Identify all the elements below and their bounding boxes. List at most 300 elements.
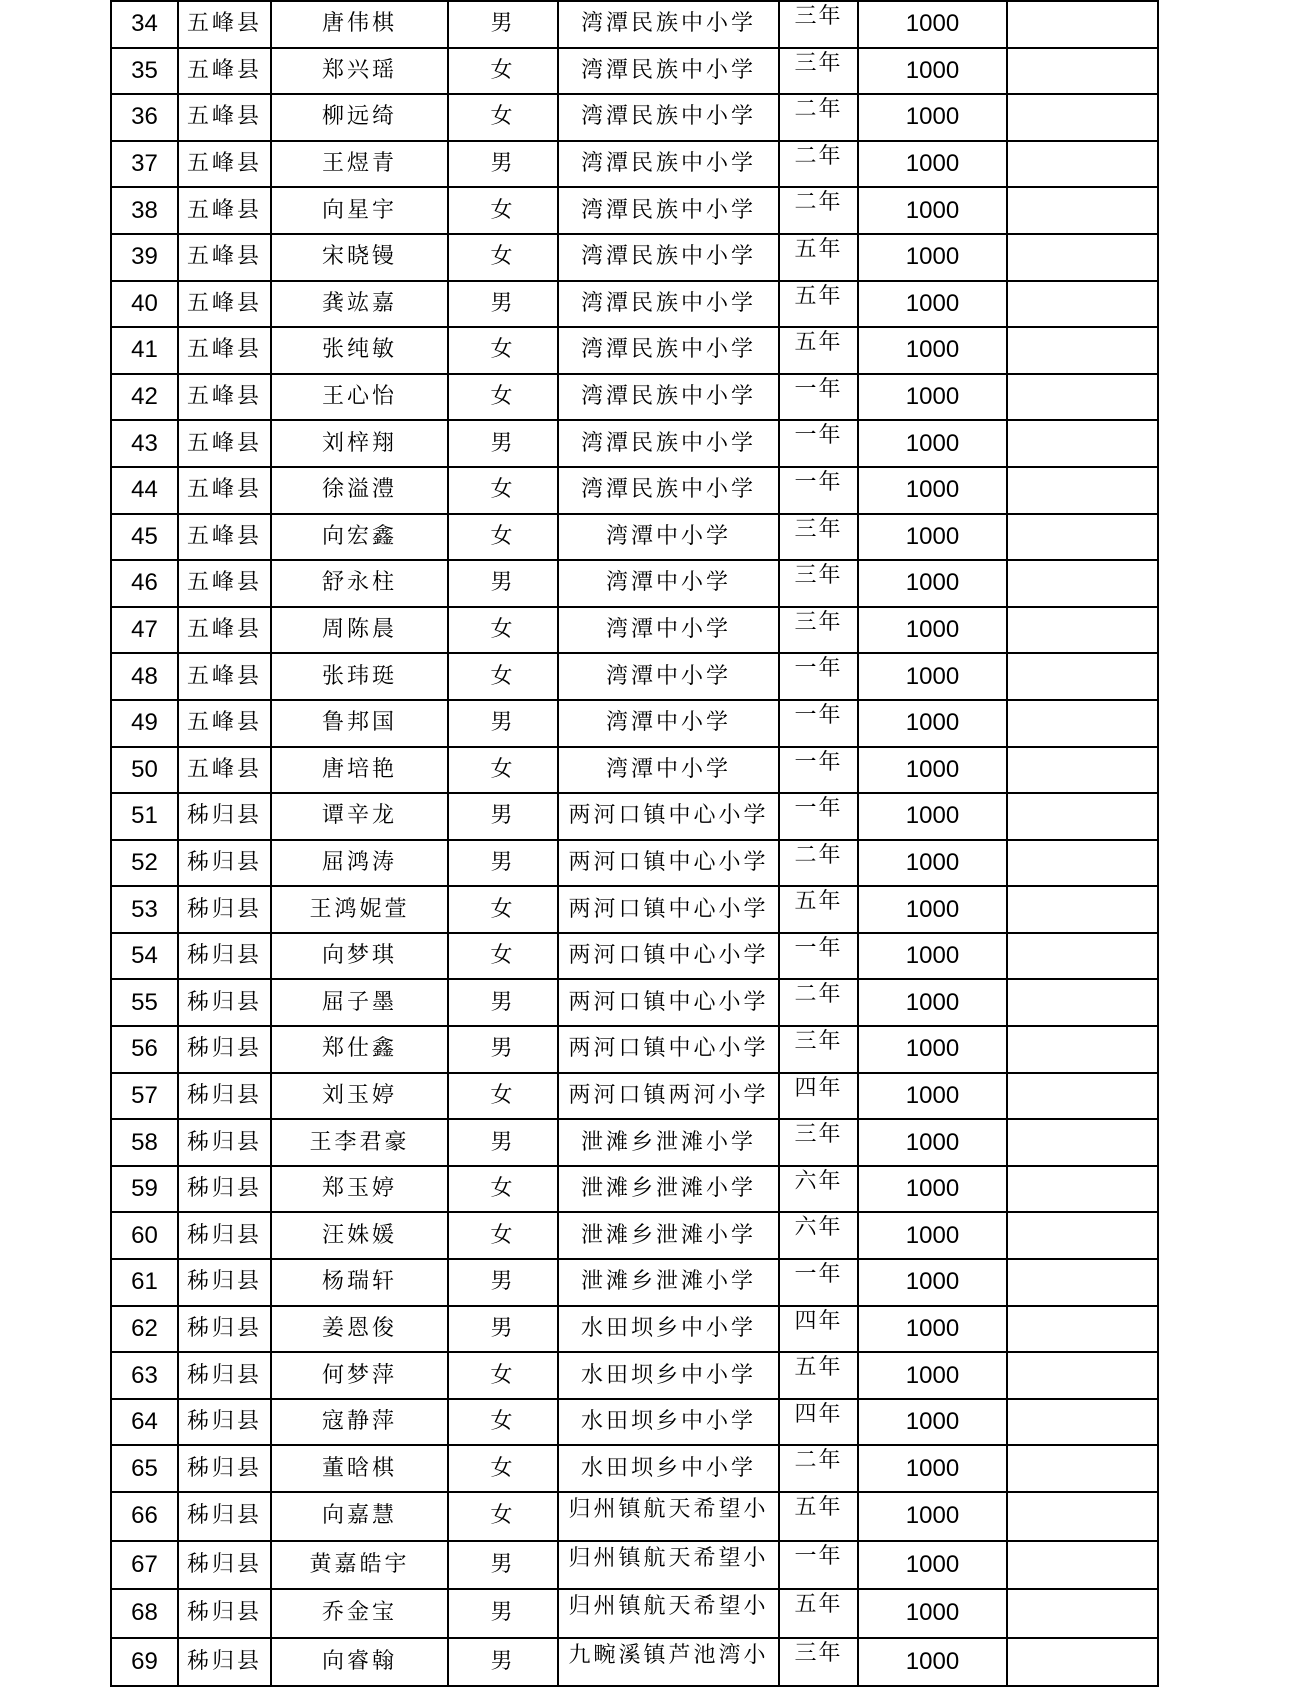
gender-cell: 女	[448, 1166, 558, 1213]
county-cell: 秭归县	[178, 1166, 271, 1213]
table-row	[111, 607, 1158, 654]
grade-cell: 一年	[779, 933, 858, 980]
student-name-cell: 向星宇	[271, 187, 448, 234]
gender-cell: 男	[448, 141, 558, 188]
note-cell	[1007, 327, 1158, 374]
amount-cell: 1000	[858, 514, 1007, 561]
gender-cell: 女	[448, 1352, 558, 1399]
table-row	[111, 514, 1158, 561]
grade-cell: 一年	[779, 420, 858, 467]
row-number-cell: 45	[111, 514, 178, 561]
table-row	[111, 48, 1158, 95]
county-cell: 五峰县	[178, 187, 271, 234]
gender-cell: 女	[448, 234, 558, 281]
county-cell: 五峰县	[178, 141, 271, 188]
amount-cell: 1000	[858, 560, 1007, 607]
county-cell: 秭归县	[178, 1589, 271, 1638]
row-number-cell: 35	[111, 48, 178, 95]
county-cell: 五峰县	[178, 653, 271, 700]
student-name-cell: 王煜青	[271, 141, 448, 188]
gender-cell: 男	[448, 793, 558, 840]
note-cell	[1007, 281, 1158, 328]
table-row	[111, 840, 1158, 887]
table-row	[111, 141, 1158, 188]
note-cell	[1007, 1352, 1158, 1399]
county-cell: 五峰县	[178, 281, 271, 328]
grade-cell: 四年	[779, 1399, 858, 1446]
amount-cell: 1000	[858, 793, 1007, 840]
amount-cell: 1000	[858, 1306, 1007, 1353]
grade-cell: 三年	[779, 1119, 858, 1166]
grade-cell: 三年	[779, 1026, 858, 1073]
grade-cell: 一年	[779, 700, 858, 747]
grade-cell: 五年	[779, 234, 858, 281]
amount-cell: 1000	[858, 653, 1007, 700]
county-cell: 秭归县	[178, 1119, 271, 1166]
gender-cell: 女	[448, 747, 558, 794]
table-row	[111, 1119, 1158, 1166]
note-cell	[1007, 607, 1158, 654]
note-cell	[1007, 234, 1158, 281]
amount-cell: 1000	[858, 933, 1007, 980]
note-cell	[1007, 793, 1158, 840]
student-name-cell: 谭辛龙	[271, 793, 448, 840]
school-cell: 湾潭民族中小学	[558, 281, 779, 328]
gender-cell: 女	[448, 653, 558, 700]
note-cell	[1007, 467, 1158, 514]
gender-cell: 女	[448, 1399, 558, 1446]
gender-cell: 女	[448, 886, 558, 933]
table-row	[111, 1259, 1158, 1306]
county-cell: 五峰县	[178, 48, 271, 95]
county-cell: 五峰县	[178, 700, 271, 747]
school-cell: 湾潭民族中小学	[558, 1, 779, 48]
table-row	[111, 327, 1158, 374]
school-cell: 水田坝乡中小学	[558, 1399, 779, 1446]
county-cell: 五峰县	[178, 327, 271, 374]
row-number-cell: 55	[111, 979, 178, 1026]
grade-cell: 三年	[779, 560, 858, 607]
gender-cell: 女	[448, 607, 558, 654]
amount-cell: 1000	[858, 1259, 1007, 1306]
county-cell: 秭归县	[178, 1541, 271, 1590]
table-row	[111, 560, 1158, 607]
school-cell: 水田坝乡中小学	[558, 1352, 779, 1399]
row-number-cell: 51	[111, 793, 178, 840]
school-cell: 归州镇航天希望小	[558, 1589, 779, 1638]
student-name-cell: 董晗棋	[271, 1445, 448, 1492]
grade-cell: 五年	[779, 886, 858, 933]
student-name-cell: 唐伟棋	[271, 1, 448, 48]
school-cell: 水田坝乡中小学	[558, 1306, 779, 1353]
note-cell	[1007, 653, 1158, 700]
note-cell	[1007, 1399, 1158, 1446]
gender-cell: 女	[448, 187, 558, 234]
school-cell: 两河口镇中心小学	[558, 933, 779, 980]
gender-cell: 女	[448, 514, 558, 561]
gender-cell: 女	[448, 467, 558, 514]
row-number-cell: 69	[111, 1638, 178, 1687]
student-name-cell: 刘梓翔	[271, 420, 448, 467]
school-cell: 湾潭中小学	[558, 514, 779, 561]
row-number-cell: 47	[111, 607, 178, 654]
county-cell: 秭归县	[178, 1492, 271, 1541]
school-cell: 湾潭民族中小学	[558, 234, 779, 281]
school-cell: 泄滩乡泄滩小学	[558, 1259, 779, 1306]
note-cell	[1007, 1119, 1158, 1166]
note-cell	[1007, 560, 1158, 607]
row-number-cell: 57	[111, 1073, 178, 1120]
note-cell	[1007, 1259, 1158, 1306]
grade-cell: 五年	[779, 327, 858, 374]
amount-cell: 1000	[858, 374, 1007, 421]
table-row	[111, 1492, 1158, 1541]
note-cell	[1007, 1212, 1158, 1259]
row-number-cell: 34	[111, 1, 178, 48]
county-cell: 秭归县	[178, 886, 271, 933]
table-row	[111, 281, 1158, 328]
row-number-cell: 53	[111, 886, 178, 933]
student-name-cell: 鲁邦国	[271, 700, 448, 747]
county-cell: 秭归县	[178, 840, 271, 887]
student-name-cell: 张纯敏	[271, 327, 448, 374]
table-row	[111, 886, 1158, 933]
grade-cell: 三年	[779, 1, 858, 48]
row-number-cell: 40	[111, 281, 178, 328]
school-cell: 两河口镇中心小学	[558, 793, 779, 840]
school-cell: 泄滩乡泄滩小学	[558, 1212, 779, 1259]
county-cell: 五峰县	[178, 94, 271, 141]
amount-cell: 1000	[858, 1492, 1007, 1541]
row-number-cell: 59	[111, 1166, 178, 1213]
row-number-cell: 39	[111, 234, 178, 281]
gender-cell: 男	[448, 1306, 558, 1353]
grade-cell: 一年	[779, 374, 858, 421]
gender-cell: 男	[448, 1541, 558, 1590]
gender-cell: 女	[448, 1073, 558, 1120]
row-number-cell: 52	[111, 840, 178, 887]
grade-cell: 五年	[779, 281, 858, 328]
amount-cell: 1000	[858, 420, 1007, 467]
school-cell: 湾潭民族中小学	[558, 374, 779, 421]
student-name-cell: 郑仕鑫	[271, 1026, 448, 1073]
student-name-cell: 屈子墨	[271, 979, 448, 1026]
gender-cell: 男	[448, 1026, 558, 1073]
student-name-cell: 乔金宝	[271, 1589, 448, 1638]
row-number-cell: 58	[111, 1119, 178, 1166]
note-cell	[1007, 700, 1158, 747]
county-cell: 五峰县	[178, 1, 271, 48]
school-cell: 归州镇航天希望小	[558, 1492, 779, 1541]
gender-cell: 男	[448, 1259, 558, 1306]
note-cell	[1007, 187, 1158, 234]
student-name-cell: 郑玉婷	[271, 1166, 448, 1213]
note-cell	[1007, 747, 1158, 794]
county-cell: 五峰县	[178, 607, 271, 654]
row-number-cell: 65	[111, 1445, 178, 1492]
amount-cell: 1000	[858, 467, 1007, 514]
student-name-cell: 屈鸿涛	[271, 840, 448, 887]
row-number-cell: 63	[111, 1352, 178, 1399]
note-cell	[1007, 1166, 1158, 1213]
school-cell: 湾潭民族中小学	[558, 141, 779, 188]
amount-cell: 1000	[858, 979, 1007, 1026]
student-name-cell: 向嘉慧	[271, 1492, 448, 1541]
student-name-cell: 向梦琪	[271, 933, 448, 980]
note-cell	[1007, 1492, 1158, 1541]
student-name-cell: 汪姝媛	[271, 1212, 448, 1259]
grade-cell: 二年	[779, 1445, 858, 1492]
table-row	[111, 747, 1158, 794]
gender-cell: 女	[448, 374, 558, 421]
gender-cell: 男	[448, 281, 558, 328]
amount-cell: 1000	[858, 327, 1007, 374]
note-cell	[1007, 1589, 1158, 1638]
amount-cell: 1000	[858, 1073, 1007, 1120]
county-cell: 秭归县	[178, 1352, 271, 1399]
student-name-cell: 黄嘉皓宇	[271, 1541, 448, 1590]
school-cell: 泄滩乡泄滩小学	[558, 1119, 779, 1166]
table-row	[111, 653, 1158, 700]
gender-cell: 女	[448, 327, 558, 374]
table-row	[111, 1352, 1158, 1399]
note-cell	[1007, 1541, 1158, 1590]
note-cell	[1007, 1306, 1158, 1353]
grade-cell: 六年	[779, 1166, 858, 1213]
note-cell	[1007, 94, 1158, 141]
gender-cell: 女	[448, 1492, 558, 1541]
amount-cell: 1000	[858, 94, 1007, 141]
table-row	[111, 187, 1158, 234]
note-cell	[1007, 420, 1158, 467]
school-cell: 两河口镇中心小学	[558, 1026, 779, 1073]
student-name-cell: 寇静萍	[271, 1399, 448, 1446]
amount-cell: 1000	[858, 1352, 1007, 1399]
county-cell: 秭归县	[178, 1259, 271, 1306]
grade-cell: 一年	[779, 1541, 858, 1590]
row-number-cell: 46	[111, 560, 178, 607]
school-cell: 泄滩乡泄滩小学	[558, 1166, 779, 1213]
grade-cell: 一年	[779, 653, 858, 700]
grade-cell: 二年	[779, 979, 858, 1026]
gender-cell: 女	[448, 1445, 558, 1492]
student-name-cell: 姜恩俊	[271, 1306, 448, 1353]
county-cell: 五峰县	[178, 234, 271, 281]
gender-cell: 女	[448, 48, 558, 95]
amount-cell: 1000	[858, 1119, 1007, 1166]
county-cell: 秭归县	[178, 1638, 271, 1687]
amount-cell: 1000	[858, 1638, 1007, 1687]
amount-cell: 1000	[858, 1166, 1007, 1213]
grade-cell: 二年	[779, 840, 858, 887]
grade-cell: 二年	[779, 187, 858, 234]
amount-cell: 1000	[858, 840, 1007, 887]
county-cell: 秭归县	[178, 979, 271, 1026]
table-row	[111, 793, 1158, 840]
row-number-cell: 41	[111, 327, 178, 374]
subsidy-recipient-table	[110, 0, 1159, 1687]
row-number-cell: 49	[111, 700, 178, 747]
row-number-cell: 43	[111, 420, 178, 467]
amount-cell: 1000	[858, 700, 1007, 747]
note-cell	[1007, 1026, 1158, 1073]
county-cell: 秭归县	[178, 1212, 271, 1259]
table-row	[111, 374, 1158, 421]
school-cell: 湾潭民族中小学	[558, 48, 779, 95]
table-row	[111, 1541, 1158, 1590]
gender-cell: 男	[448, 979, 558, 1026]
school-cell: 湾潭中小学	[558, 607, 779, 654]
school-cell: 两河口镇中心小学	[558, 979, 779, 1026]
student-name-cell: 王李君豪	[271, 1119, 448, 1166]
amount-cell: 1000	[858, 886, 1007, 933]
amount-cell: 1000	[858, 141, 1007, 188]
amount-cell: 1000	[858, 747, 1007, 794]
student-name-cell: 王心怡	[271, 374, 448, 421]
amount-cell: 1000	[858, 1541, 1007, 1590]
school-cell: 湾潭中小学	[558, 700, 779, 747]
row-number-cell: 60	[111, 1212, 178, 1259]
row-number-cell: 62	[111, 1306, 178, 1353]
table-row	[111, 1073, 1158, 1120]
county-cell: 五峰县	[178, 747, 271, 794]
student-name-cell: 何梦萍	[271, 1352, 448, 1399]
grade-cell: 一年	[779, 467, 858, 514]
school-cell: 两河口镇中心小学	[558, 840, 779, 887]
student-name-cell: 刘玉婷	[271, 1073, 448, 1120]
note-cell	[1007, 1073, 1158, 1120]
school-cell: 湾潭民族中小学	[558, 420, 779, 467]
grade-cell: 一年	[779, 793, 858, 840]
gender-cell: 男	[448, 1119, 558, 1166]
school-cell: 湾潭民族中小学	[558, 327, 779, 374]
county-cell: 秭归县	[178, 1026, 271, 1073]
table-row	[111, 1589, 1158, 1638]
student-name-cell: 杨瑞轩	[271, 1259, 448, 1306]
table-row	[111, 94, 1158, 141]
amount-cell: 1000	[858, 1212, 1007, 1259]
amount-cell: 1000	[858, 48, 1007, 95]
grade-cell: 三年	[779, 607, 858, 654]
student-name-cell: 宋晓镘	[271, 234, 448, 281]
county-cell: 秭归县	[178, 1073, 271, 1120]
note-cell	[1007, 1638, 1158, 1687]
county-cell: 秭归县	[178, 1445, 271, 1492]
county-cell: 五峰县	[178, 514, 271, 561]
county-cell: 五峰县	[178, 560, 271, 607]
note-cell	[1007, 374, 1158, 421]
table-row	[111, 1026, 1158, 1073]
county-cell: 五峰县	[178, 467, 271, 514]
student-name-cell: 周陈晨	[271, 607, 448, 654]
grade-cell: 二年	[779, 94, 858, 141]
row-number-cell: 66	[111, 1492, 178, 1541]
grade-cell: 三年	[779, 514, 858, 561]
row-number-cell: 37	[111, 141, 178, 188]
amount-cell: 1000	[858, 1, 1007, 48]
row-number-cell: 42	[111, 374, 178, 421]
table-row	[111, 1306, 1158, 1353]
table-row	[111, 1445, 1158, 1492]
school-cell: 归州镇航天希望小	[558, 1541, 779, 1590]
school-cell: 湾潭中小学	[558, 653, 779, 700]
table-row	[111, 1638, 1158, 1687]
grade-cell: 三年	[779, 1638, 858, 1687]
school-cell: 两河口镇两河小学	[558, 1073, 779, 1120]
row-number-cell: 48	[111, 653, 178, 700]
grade-cell: 四年	[779, 1073, 858, 1120]
county-cell: 五峰县	[178, 420, 271, 467]
amount-cell: 1000	[858, 234, 1007, 281]
row-number-cell: 54	[111, 933, 178, 980]
table-row	[111, 1, 1158, 48]
table-row	[111, 1166, 1158, 1213]
county-cell: 秭归县	[178, 933, 271, 980]
amount-cell: 1000	[858, 1589, 1007, 1638]
school-cell: 九畹溪镇芦池湾小	[558, 1638, 779, 1687]
student-name-cell: 徐溢澧	[271, 467, 448, 514]
gender-cell: 男	[448, 1, 558, 48]
student-name-cell: 张玮珽	[271, 653, 448, 700]
note-cell	[1007, 1445, 1158, 1492]
school-cell: 湾潭中小学	[558, 560, 779, 607]
gender-cell: 男	[448, 840, 558, 887]
amount-cell: 1000	[858, 1399, 1007, 1446]
school-cell: 湾潭民族中小学	[558, 94, 779, 141]
student-name-cell: 舒永柱	[271, 560, 448, 607]
county-cell: 五峰县	[178, 374, 271, 421]
row-number-cell: 64	[111, 1399, 178, 1446]
gender-cell: 男	[448, 1638, 558, 1687]
grade-cell: 四年	[779, 1306, 858, 1353]
row-number-cell: 44	[111, 467, 178, 514]
school-cell: 湾潭民族中小学	[558, 187, 779, 234]
note-cell	[1007, 933, 1158, 980]
table-row	[111, 467, 1158, 514]
gender-cell: 女	[448, 1212, 558, 1259]
school-cell: 湾潭中小学	[558, 747, 779, 794]
student-name-cell: 王鸿妮萱	[271, 886, 448, 933]
student-name-cell: 向睿翰	[271, 1638, 448, 1687]
gender-cell: 男	[448, 700, 558, 747]
table-row	[111, 979, 1158, 1026]
grade-cell: 五年	[779, 1492, 858, 1541]
note-cell	[1007, 1, 1158, 48]
student-name-cell: 郑兴瑶	[271, 48, 448, 95]
amount-cell: 1000	[858, 187, 1007, 234]
school-cell: 两河口镇中心小学	[558, 886, 779, 933]
student-name-cell: 唐培艳	[271, 747, 448, 794]
note-cell	[1007, 979, 1158, 1026]
grade-cell: 五年	[779, 1589, 858, 1638]
row-number-cell: 38	[111, 187, 178, 234]
grade-cell: 二年	[779, 141, 858, 188]
county-cell: 秭归县	[178, 1399, 271, 1446]
grade-cell: 一年	[779, 1259, 858, 1306]
table-row	[111, 933, 1158, 980]
note-cell	[1007, 840, 1158, 887]
amount-cell: 1000	[858, 281, 1007, 328]
row-number-cell: 56	[111, 1026, 178, 1073]
gender-cell: 女	[448, 94, 558, 141]
row-number-cell: 36	[111, 94, 178, 141]
student-name-cell: 龚竑嘉	[271, 281, 448, 328]
row-number-cell: 50	[111, 747, 178, 794]
table-row	[111, 234, 1158, 281]
table-row	[111, 1212, 1158, 1259]
row-number-cell: 67	[111, 1541, 178, 1590]
gender-cell: 男	[448, 420, 558, 467]
